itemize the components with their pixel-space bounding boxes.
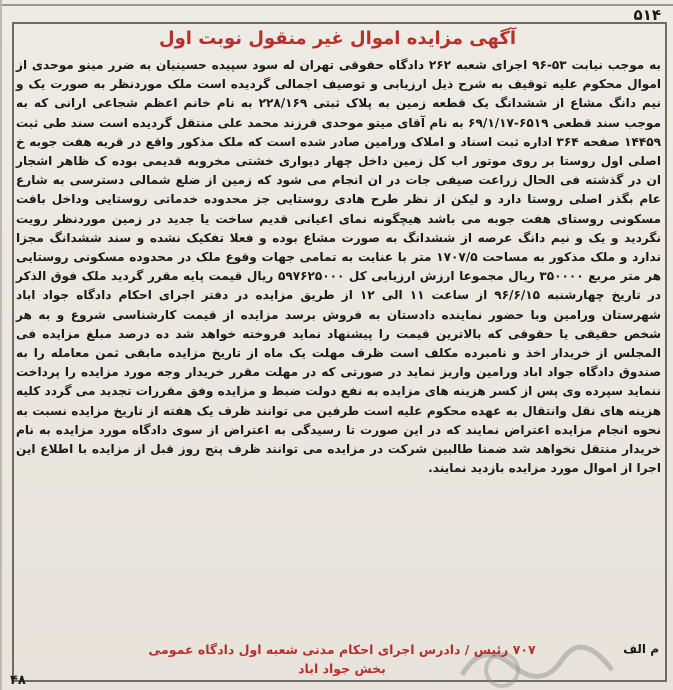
signer-line: ۷۰۷ رئیس / دادرس اجرای احکام مدنی شعبه اول دادگاه عمومی بخش جواد اباد <box>148 642 536 676</box>
page-number: ۵۱۴ <box>633 6 661 24</box>
top-divider <box>2 4 673 6</box>
notice-title: آگهی مزایده اموال غیر منقول نوبت اول <box>158 28 517 49</box>
notice-body: به موجب نیابت ۵۳-۹۶ اجرای شعبه ۲۶۲ دادگاه حقوقی تهران له سود سپیده حسینیان به ضرر مینو موحدی از اموال محکوم علیه توقیف به شرح ذیل ارزیابی و توصیف اجمالی گردیده است ملک موردنظر به صورت یک و نیم دانگ مشاع از ششدانگ یک قطعه زمین به پلاک ثبتی ۲۲۸/۱۶۹ به نام خانم اعظم شجاعی ارانی که به موجب سند قطعی ۶۵۱۹-۶۹/۱/۱۷ به نام آقای میتو موحدی فرزند محمد علی منتقل گردیده است سند طی ثبت ۱۴۴۵۹ صفحه ۳۶۴ اداره ثبت اسناد و املاک ورامین صادر شده است که ملک مذکور واقع در قریه هفت جوبه خ اصلی اول روستا بر روی موتور اب کل زمین داخل چهار دیواری خشتی مخروبه قدیمی بوده ک ظاهر اشجار ان در گذشته فی الحال زراعت صیفی جات در ان انجام می شود که زمین از ضلع شمالی دسترسی به شارع عام بگذر اصلی روستا دارد و لیکن از نظر طرح هادی روستایی جز محدوده خدماتی روستایی وداخل بافت مسکونی روستای هفت جوبه می باشد هیچگونه نمای اعیانی قدیم ساخت یا جدید در زمین موردنظر رویت نگردید و یک و نیم دانگ عرصه از ششدانگ به صورت مشاع بوده و فعلا تفکیک نشده و سند ششدانگ مجزا ندارد و ملک مذکور به مساحت ۱۷۰۷/۵ متر با عنایت به تمامی جهات وقوع ملک در محدوده مسکونی روستایی هر متر مربع ۳۵۰۰۰۰ ریال مجموعا ارزش ارزیابی کل ۵۹۷۶۲۵۰۰۰ ریال قیمت پایه مقرر گردید ملک فوق الذکر در تاریخ چهارشنبه ۹۶/۶/۱۵ از ساعت ۱۱ الی ۱۲ از طریق مزایده در دفتر اجرای احکام دادگاه جواد اباد شهرستان ورامین وبا حضور نماینده دادستان به فروش برسد مزایده از قیمت کارشناسی شروع و به هر شخص حقیقی یا حقوقی که بالاترین قیمت را پیشنهاد نماید فروخته خواهد شد ده درصد مبلغ مزایده فی المجلس از خریدار اخذ و نامبرده مکلف است ظرف مهلت یک ماه از تاریخ مزایده مابقی ثمن معامله را به صندوق دادگاه جواد اباد ورامین واریز نماید در صورتی که در مهلت مقرر خریدار وجه مورد مزایده را پرداخت ننماید سپرده وی پس از کسر هزینه های مزایده به نفع دولت ضبط و مزایده وفق مقررات تجدید می گردد کلیه هزینه های نقل وانتقال به عهده محکوم علیه است طرفین می توانند ظرف یک هفته از تاریخ مزایده نسبت به نحوه انجام مزایده اعتراض نمایند که در این صورت تا رسیدگی به اعتراض از سوی دادگاه مورد مزایده به نام خریدار منتقل نخواهد شد ضمنا طالبین شرکت در مزایده می توانند ظرف پنج روز قبل از مزایده با اطلاع این اجرا از اموال مورد مزایده بازدید نمایند. <box>16 58 662 476</box>
reference-code: م الف <box>623 642 659 656</box>
footer-number: ۴۸ <box>10 673 26 688</box>
